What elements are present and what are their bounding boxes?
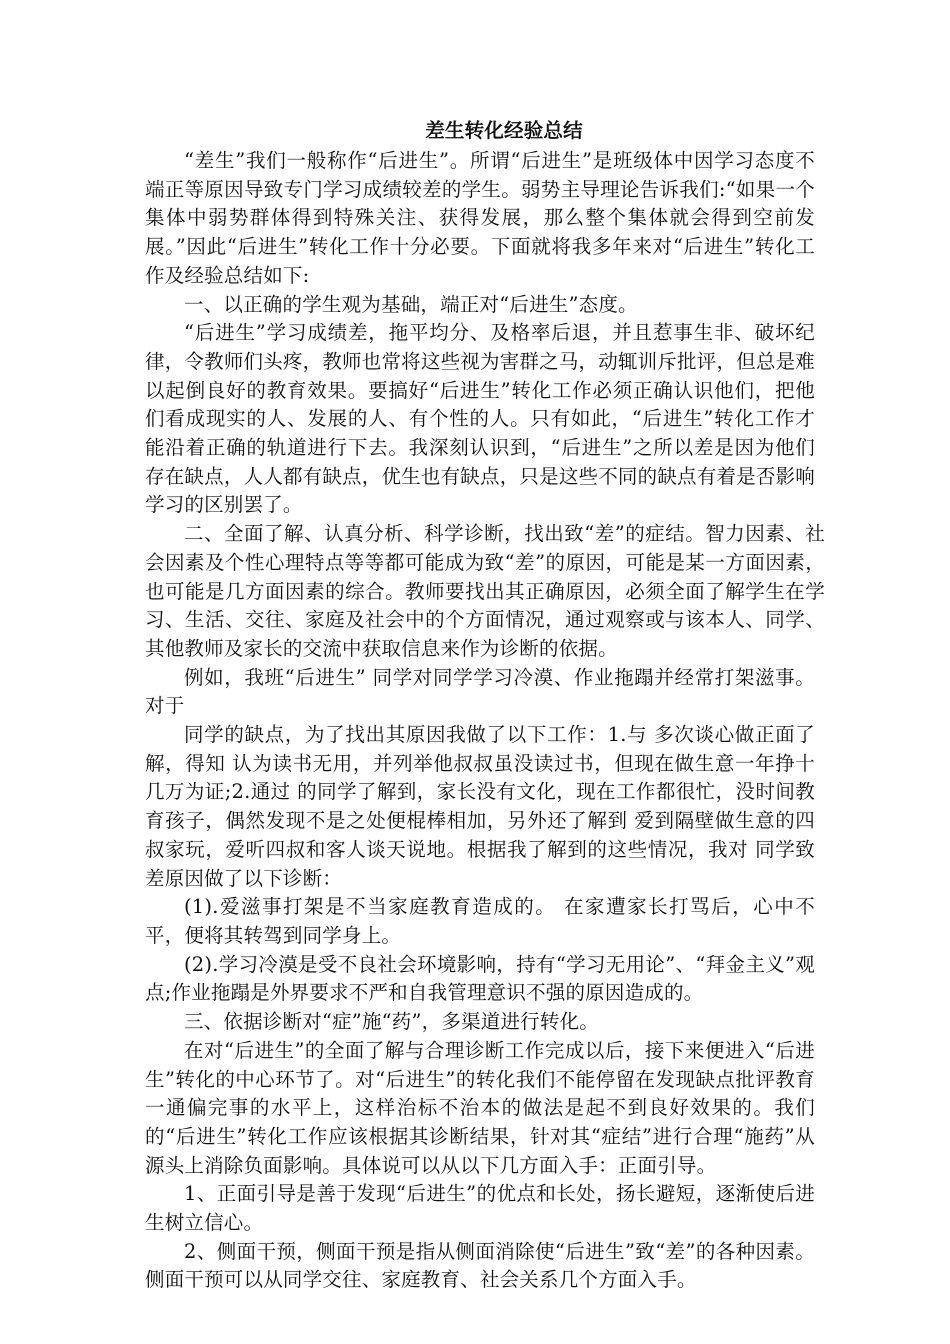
diagnosis-item-1: (1).爱滋事打架是不当家庭教育造成的。 在家遭家长打骂后，心中不平，便将其转驾到同学身上。 bbox=[145, 895, 815, 947]
section-heading-1: 一、以正确的学生观为基础，端正对“后进生”态度。 bbox=[184, 292, 638, 316]
document-title: 差生转化经验总结 bbox=[425, 119, 583, 142]
paragraph-section-1: “后进生”学习成绩差，拖平均分、及格率后退，并且惹事生非、破坏纪律，令教师们头疼，教师也常将这些视为害群之马，动辄训斥批评，但总是难以起倒良好的教育效果。要搞好“后进生”转化工作必须正确认识他们，把他们看成现实的人、发展的人、有个性的人。只有如此，“后进生”转化工作才能沿着正确的轨道进行下去。我深刻认识到，“后进生”之所以差是因为他们存在缺点，人人都有缺点，优生也有缺点，只是这些不同的缺点有着是否影响学习的区别罢了。 bbox=[145, 321, 815, 517]
paragraph-example: 例如，我班“后进生” 同学对同学学习冷漠、作业拖蹋并经常打架滋事。对于 bbox=[145, 665, 815, 718]
method-item-2: 2、侧面干预，侧面干预是指从侧面消除使“后进生”致“差”的各种因素。侧面干预可以从同学交往、家庭教育、社会关系几个方面入手。 bbox=[145, 1239, 815, 1292]
diagnosis-item-2: (2).学习冷漠是受不良社会环境影响，持有“学习无用论”、“拜金主义”观点;作业拖蹋是外界要求不严和自我管理意识不强的原因造成的。 bbox=[145, 952, 815, 1005]
section-heading-2: 二、全面了解、认真分析、科学诊断，找出致“差”的症结。智力因素、社会因素及个性心理特点等等都可能成为致“差”的原因，可能是某一方面因素，也可能是几方面因素的综合。教师要找出其正确原因，必须全面了解学生在学习、生活、交往、家庭及社会中的个方面情况，通过观察或与该本人、同学、其他教师及家长的交流中获取信息来作为诊断的依据。 bbox=[145, 522, 825, 660]
method-item-1: 1、正面引导是善于发现“后进生”的优点和长处，扬长避短，逐渐使后进生树立信心。 bbox=[145, 1182, 815, 1235]
document-page bbox=[145, 117, 825, 1295]
section-heading-3: 三、依据诊断对“症”施“药”，多渠道进行转化。 bbox=[184, 1010, 599, 1034]
paragraph-intro: “差生”我们一般称作“后进生”。所谓“后进生”是班级体中因学习态度不端正等原因导致专门学习成绩较差的学生。弱势主导理论告诉我们:“如果一个集体中弱势群体得到特殊关注、获得发展，那么整个集体就会得到空前发展。”因此“后进生”转化工作十分必要。下面就将我多年来对“后进生”转化工作及经验总结如下: bbox=[145, 149, 815, 287]
paragraph-section-3: 在对“后进生”的全面了解与合理诊断工作完成以后，接下来便进入“后进生”转化的中心环节了。对“后进生”的转化我们不能停留在发现缺点批评教育一通偏完事的水平上，这样治标不治本的做法是起不到良好效果的。我们的“后进生”转化工作应该根据其诊断结果，针对其“症结”进行合理“施药”从源头上消除负面影响。具体说可以从以下几方面入手：正面引导。 bbox=[145, 1038, 815, 1177]
paragraph-investigation: 同学的缺点，为了找出其原因我做了以下工作：1.与 多次谈心做正面了解，得知 认为读书无用，并列举他叔叔虽没读过书，但现在做生意一年挣十几万为证;2.通过 的同学了解到，家长没有文化，现在工作都很忙，没时间教育孩子，偶然发现不是之处便棍棒相加，另外还了解到 爱到隔壁做生意的四叔家玩，爱听四叔和客人谈天说地。根据我了解到的这些情况，我对 同学致差原因做了以下诊断： bbox=[145, 723, 815, 890]
